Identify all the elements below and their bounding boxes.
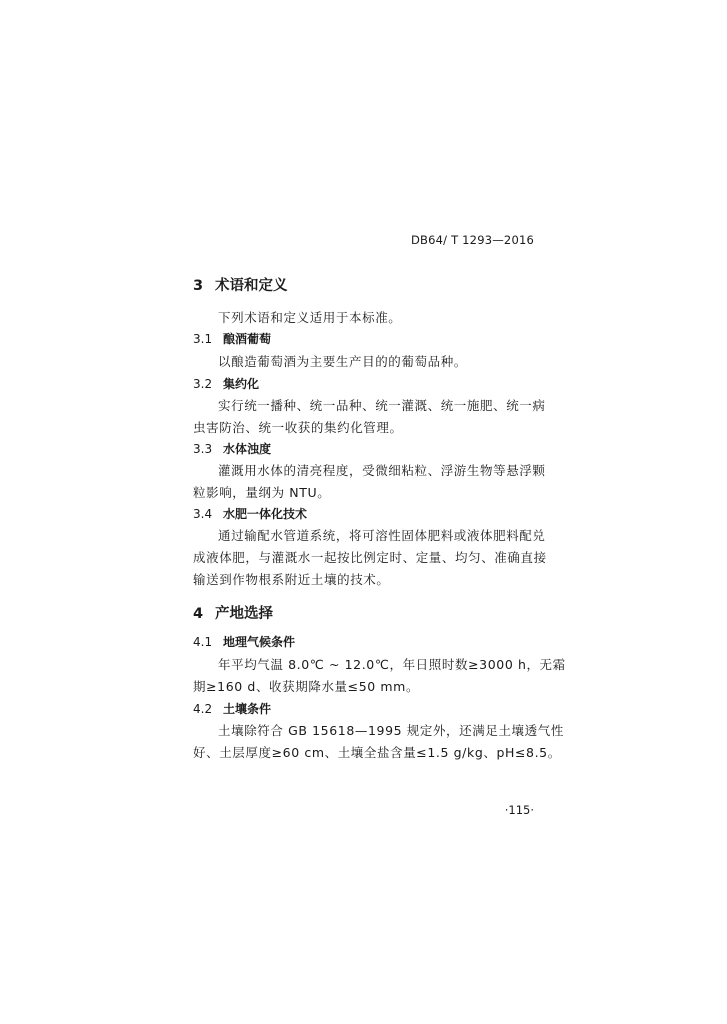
- item-title: 土壤条件: [223, 702, 272, 716]
- document-code: DB64/ T 1293—2016: [410, 233, 534, 247]
- term-3-2-line-2: 虫害防治、统一收获的集约化管理。: [193, 420, 403, 435]
- term-3-3-line-2: 粒影响，量纲为 NTU。: [193, 485, 331, 500]
- term-3-4-line-2: 成液体肥，与灌溉水一起按比例定时、定量、均匀、准确直接: [193, 550, 547, 565]
- term-3-2-heading: [193, 375, 533, 392]
- item-number: 4.1: [193, 635, 213, 649]
- term-title: 集约化: [223, 377, 260, 391]
- section-3-heading: [193, 274, 533, 295]
- term-title: 水肥一体化技术: [223, 507, 308, 521]
- section-number: 4: [193, 606, 204, 622]
- item-4-1-heading: [193, 633, 533, 650]
- item-4-2-line-2: 好、土层厚度≥60 cm、土壤全盐含量≤1.5 g/kg、pH≤8.5。: [193, 745, 561, 760]
- term-number: 3.2: [193, 377, 213, 391]
- term-title: 酿酒葡萄: [223, 332, 272, 346]
- item-4-2-heading: [193, 700, 533, 717]
- item-4-2-line-1: 土壤除符合 GB 15618—1995 规定外，还满足土壤透气性: [218, 723, 564, 738]
- term-number: 3.3: [193, 442, 213, 456]
- term-3-3-line-1: 灌溉用水体的清亮程度，受微细粘粒、浮游生物等悬浮颗: [218, 463, 546, 478]
- page-number: ·115·: [504, 803, 534, 817]
- item-title: 地理气候条件: [223, 635, 296, 649]
- term-3-3-heading: [193, 440, 533, 457]
- term-3-4-line-3: 输送到作物根系附近土壤的技术。: [193, 572, 390, 587]
- term-3-1-line-1: 以酿造葡萄酒为主要生产目的的葡萄品种。: [218, 354, 467, 369]
- section-title: 术语和定义: [215, 278, 288, 294]
- item-number: 4.2: [193, 702, 213, 716]
- section-title: 产地选择: [215, 606, 273, 622]
- term-3-4-heading: [193, 505, 533, 522]
- item-4-1-line-1: 年平均气温 8.0℃ ~ 12.0℃，年日照时数≥3000 h，无霜: [218, 657, 566, 672]
- term-3-2-line-1: 实行统一播种、统一品种、统一灌溉、统一施肥、统一病: [218, 398, 546, 413]
- item-4-1-line-2: 期≥160 d、收获期降水量≤50 mm。: [193, 679, 420, 694]
- term-title: 水体浊度: [223, 442, 272, 456]
- term-number: 3.4: [193, 507, 213, 521]
- term-3-4-line-1: 通过输配水管道系统，将可溶性固体肥料或液体肥料配兑: [218, 528, 546, 543]
- section-3-intro: 下列术语和定义适用于本标准。: [218, 310, 402, 325]
- term-number: 3.1: [193, 332, 213, 346]
- term-3-1-heading: [193, 330, 533, 347]
- section-4-heading: [193, 602, 533, 623]
- section-number: 3: [193, 278, 204, 294]
